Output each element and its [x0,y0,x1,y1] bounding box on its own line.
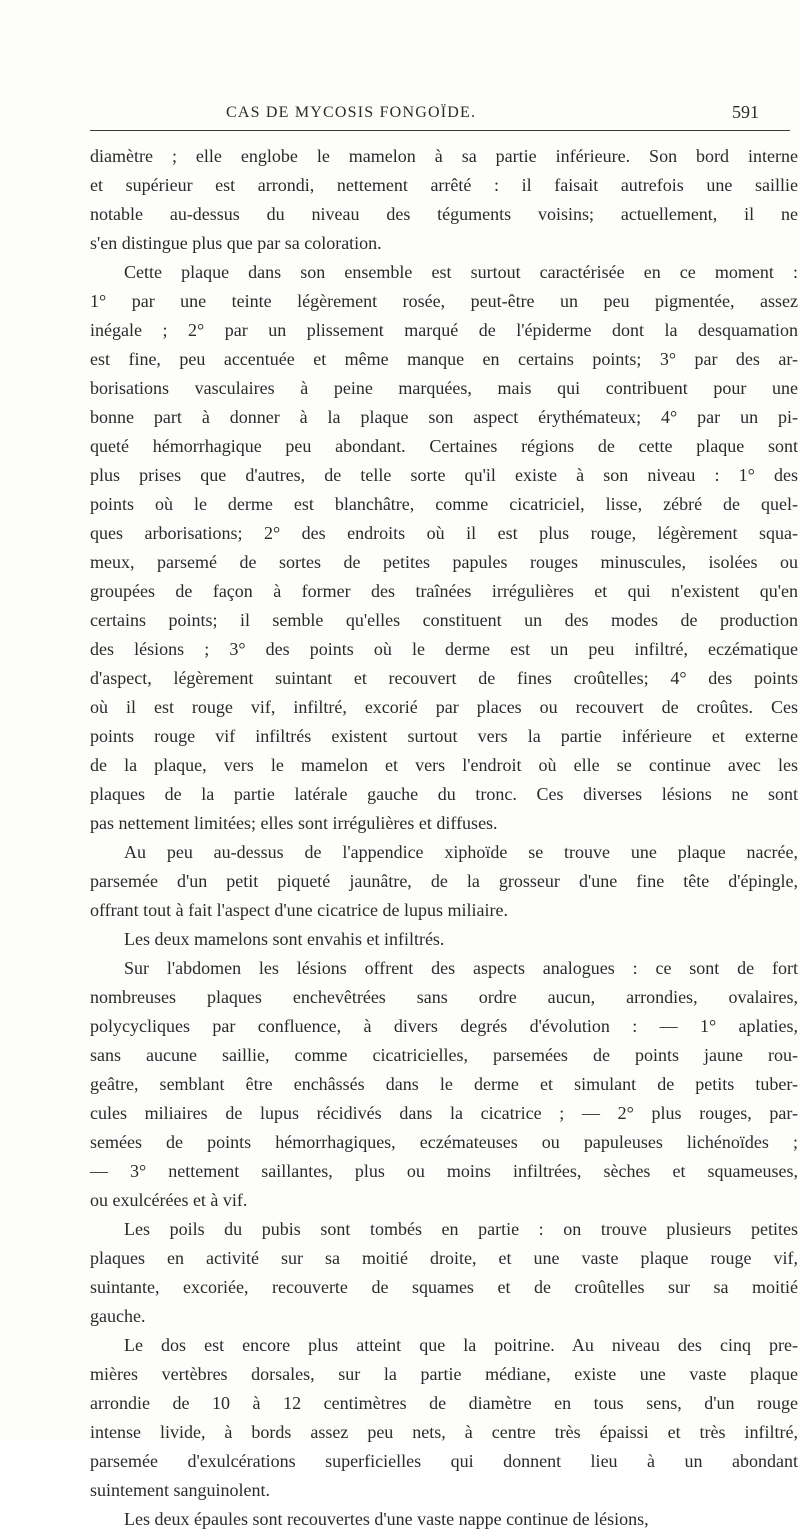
text-line: Les deux mamelons sont envahis et infiltrés. [124,929,445,949]
text-line: Cette plaque dans son ensemble est surtout caractérisée en ce moment : [124,262,798,282]
text-line: suintement sanguinolent. [90,1480,270,1500]
text-line: polycycliques par confluence, à divers degrés d'évolution : — 1° aplaties, [90,1016,798,1036]
text-line: ques arborisations; 2° des endroits où il est plus rouge, légèrement squa- [90,523,798,543]
text-line: intense livide, à bords assez peu nets, à centre très épaissi et très infiltré, [90,1422,798,1442]
text-line: Le dos est encore plus atteint que la poitrine. Au niveau des cinq pre- [124,1335,798,1355]
text-line: plaques en activité sur sa moitié droite, et une vaste plaque rouge vif, [90,1248,798,1268]
text-line: bonne part à donner à la plaque son aspect érythémateux; 4° par un pi- [90,407,798,427]
paragraph-1 [90,142,798,258]
text-line: parsemée d'un petit piqueté jaunâtre, de la grosseur d'une fine tête d'épingle, [90,871,798,891]
text-line: geâtre, semblant être enchâssés dans le derme et simulant de petits tuber- [90,1074,798,1094]
text-line: — 3° nettement saillantes, plus ou moins infiltrées, sèches et squameuses, [90,1161,798,1181]
body-text [90,142,798,1534]
text-line: Les deux épaules sont recouvertes d'une vaste nappe continue de lésions, [124,1509,649,1529]
paragraph-6 [90,1215,798,1331]
text-line: plaques de la partie latérale gauche du tronc. Ces diverses lésions ne sont [90,784,798,804]
paragraph-5 [90,954,798,1215]
text-line: borisations vasculaires à peine marquées, mais qui contribuent pour une [90,378,798,398]
header-rule [90,130,790,131]
text-line: est fine, peu accentuée et même manque en certains points; 3° par des ar- [90,349,798,369]
text-line: meux, parsemé de sortes de petites papules rouges minuscules, isolées ou [90,552,798,572]
text-line: certains points; il semble qu'elles constituent un des modes de production [90,610,798,630]
text-line: mières vertèbres dorsales, sur la partie médiane, existe une vaste plaque [90,1364,798,1384]
text-line: où il est rouge vif, infiltré, excorié par places ou recouvert de croûtes. Ces [90,697,798,717]
text-line: cules miliaires de lupus récidivés dans la cicatrice ; — 2° plus rouges, par- [90,1103,798,1123]
text-line: queté hémorrhagique peu abondant. Certaines régions de cette plaque sont [90,436,798,456]
running-title: CAS DE MYCOSIS FONGOÏDE. [226,104,477,121]
paragraph-2 [90,258,798,838]
text-line: gauche. [90,1306,146,1326]
paragraph-4 [90,925,798,954]
text-line: inégale ; 2° par un plissement marqué de l'épiderme dont la desquamation [90,320,798,340]
text-line: sans aucune saillie, comme cicatricielles, parsemées de points jaune rou- [90,1045,798,1065]
text-line: arrondie de 10 à 12 centimètres de diamètre en tous sens, d'un rouge [90,1393,798,1413]
text-line: Au peu au-dessus de l'appendice xiphoïde se trouve une plaque nacrée, [124,842,798,862]
running-header [90,96,800,130]
text-line: s'en distingue plus que par sa coloration. [90,233,382,253]
text-line: diamètre ; elle englobe le mamelon à sa partie inférieure. Son bord interne [90,146,798,166]
paragraph-3 [90,838,798,925]
text-line: points rouge vif infiltrés existent surtout vers la partie inférieure et externe [90,726,798,746]
text-line: des lésions ; 3° des points où le derme est un peu infiltré, eczématique [90,639,798,659]
text-line: 1° par une teinte légèrement rosée, peut-être un peu pigmentée, assez [90,291,798,311]
page-number: 591 [732,102,759,122]
text-line: plus prises que d'autres, de telle sorte qu'il existe à son niveau : 1° des [90,465,798,485]
text-line: offrant tout à fait l'aspect d'une cicatrice de lupus miliaire. [90,900,508,920]
text-line: points où le derme est blanchâtre, comme cicatriciel, lisse, zébré de quel- [90,494,798,514]
text-line: nombreuses plaques enchevêtrées sans ordre aucun, arrondies, ovalaires, [90,987,798,1007]
text-line: semées de points hémorrhagiques, eczémateuses ou papuleuses lichénoïdes ; [90,1132,798,1152]
text-line: Sur l'abdomen les lésions offrent des aspects analogues : ce sont de fort [124,958,798,978]
text-line: notable au-dessus du niveau des téguments voisins; actuellement, il ne [90,204,798,224]
text-line: et supérieur est arrondi, nettement arrêté : il faisait autrefois une saillie [90,175,798,195]
text-line: suintante, excoriée, recouverte de squames et de croûtelles sur sa moitié [90,1277,798,1297]
text-line: ou exulcérées et à vif. [90,1190,248,1210]
paragraph-7 [90,1331,798,1505]
text-line: groupées de façon à former des traînées irrégulières et qui n'existent qu'en [90,581,798,601]
text-line: de la plaque, vers le mamelon et vers l'endroit où elle se continue avec les [90,755,798,775]
text-line: Les poils du pubis sont tombés en partie : on trouve plusieurs petites [124,1219,798,1239]
paragraph-8 [90,1505,798,1534]
text-line: d'aspect, légèrement suintant et recouvert de fines croûtelles; 4° des points [90,668,798,688]
text-line: pas nettement limitées; elles sont irrégulières et diffuses. [90,813,498,833]
text-line: parsemée d'exulcérations superficielles qui donnent lieu à un abondant [90,1451,798,1471]
